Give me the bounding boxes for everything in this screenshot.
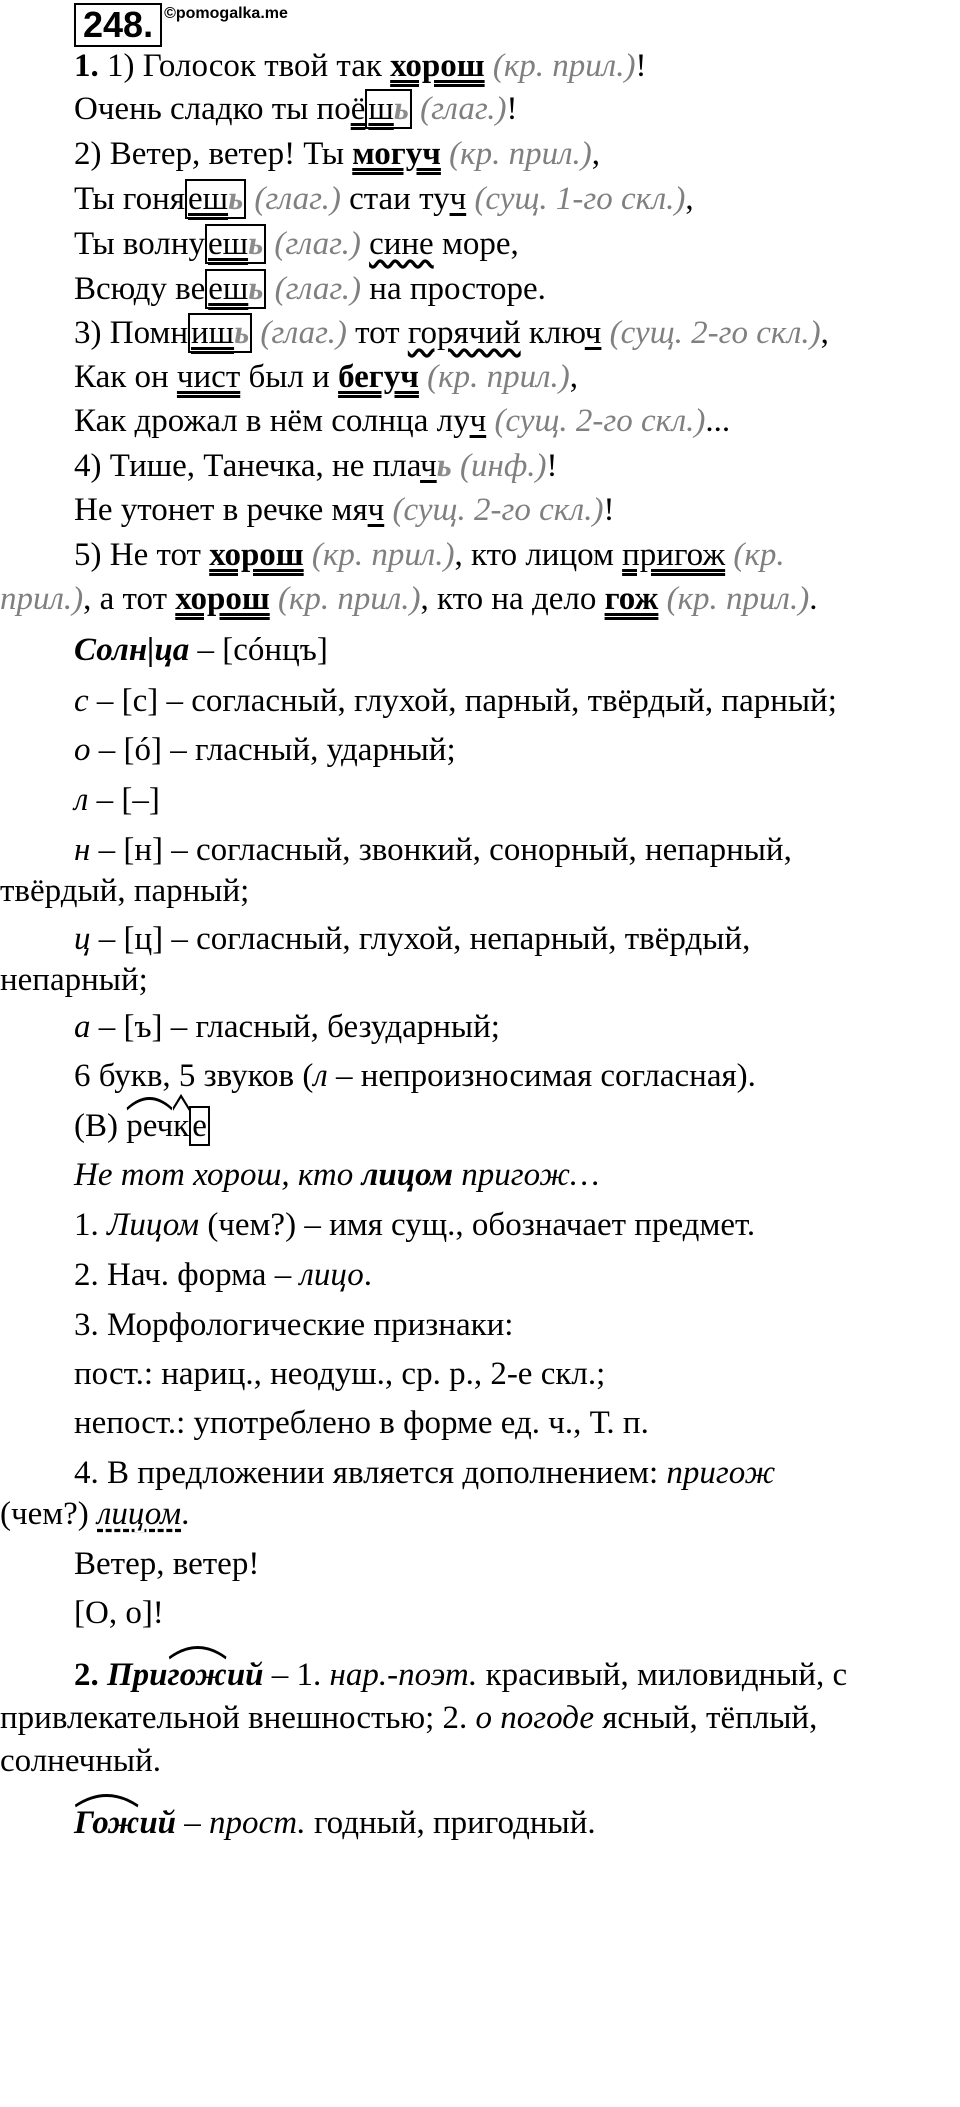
example-line: [О, о]! <box>74 1595 164 1631</box>
phonetic-line: с – [с] – согласный, глухой, парный, твёрдый, парный; <box>74 683 837 719</box>
text-line: Как он чист был и бегуч (кр. прил.), <box>74 359 578 395</box>
root-arc: реч <box>126 1106 173 1146</box>
phonetic-line: о – [ó] – гласный, ударный; <box>74 732 456 768</box>
root-arc: Гож <box>74 1803 139 1843</box>
morph-line: (чем?) лицом. <box>0 1496 190 1532</box>
text-line: прил.), а тот хорош (кр. прил.), кто на дело гож (кр. прил.). <box>0 581 818 617</box>
morph-line: 4. В предложении является дополнением: пригож <box>74 1455 776 1491</box>
exercise-header <box>74 3 288 49</box>
text-line: 4) Тише, Танечка, не плачь (инф.)! <box>74 448 558 484</box>
definition-line: привлекательной внешностью; 2. о погоде ясный, тёплый, <box>0 1700 818 1736</box>
morph-heading: Не тот хорош, кто лицом пригож… <box>74 1157 600 1193</box>
phonetic-summary: 6 букв, 5 звуков (л – непроизносимая согласная). <box>74 1058 756 1094</box>
phonetic-line: твёрдый, парный; <box>0 873 250 909</box>
phonetic-line: а – [ъ] – гласный, безударный; <box>74 1009 500 1045</box>
morph-line: 2. Нач. форма – лицо. <box>74 1257 372 1293</box>
phonetic-line: ц – [ц] – согласный, глухой, непарный, твёрдый, <box>74 921 751 957</box>
root-arc: гож <box>168 1655 227 1695</box>
morph-line: непост.: употреблено в форме ед. ч., Т. п. <box>74 1405 649 1441</box>
text-line: Всюду веешь (глаг.) на просторе. <box>74 271 546 307</box>
text-line: 5) Не тот хорош (кр. прил.), кто лицом пригож (кр. <box>74 537 785 573</box>
definition-line: солнечный. <box>0 1743 162 1779</box>
morph-line: 1. Лицом (чем?) – имя сущ., обозначает предмет. <box>74 1207 756 1243</box>
text-line: Ты гоняешь (глаг.) стаи туч (сущ. 1-го скл.), <box>74 181 694 217</box>
ending-box: е <box>189 1106 210 1146</box>
phonetic-line: непарный; <box>0 962 148 998</box>
watermark: ©pomogalka.me <box>164 5 288 22</box>
definition-line: 2. При гожий – 1. нар.-поэт. красивый, миловидный, с <box>74 1655 847 1695</box>
text-line: Ты волнуешь (глаг.) сине море, <box>74 226 519 262</box>
example-line: Ветер, ветер! <box>74 1546 260 1582</box>
phonetic-heading: Солн|ца – [сóнцъ] <box>74 632 328 668</box>
text-line: Как дрожал в нём солнца луч (сущ. 2-го скл.)... <box>74 403 731 439</box>
phonetic-line: л – [–] <box>74 782 160 818</box>
text-line: Очень сладко ты поёшь (глаг.)! <box>74 91 518 127</box>
text-line: 1. 1) Голосок твой так хорош (кр. прил.)! <box>74 48 647 84</box>
phonetic-line: н – [н] – согласный, звонкий, сонорный, непарный, <box>74 832 792 868</box>
morph-line: 3. Морфологические признаки: <box>74 1307 514 1343</box>
suffix-mark: к <box>173 1106 189 1146</box>
definition-line: Гожий – прост. годный, пригодный. <box>74 1803 596 1843</box>
exercise-number: 248. <box>74 3 162 47</box>
text-line: 2) Ветер, ветер! Ты могуч (кр. прил.), <box>74 136 600 172</box>
text-line: Не утонет в речке мяч (сущ. 2-го скл.)! <box>74 492 615 528</box>
morph-line: пост.: нариц., неодуш., ср. р., 2-е скл.; <box>74 1356 606 1392</box>
morpheme-line: (В) реч ке <box>74 1106 210 1146</box>
text-line: 3) Помнишь (глаг.) тот горячий ключ (сущ. 2-го скл.), <box>74 315 829 351</box>
